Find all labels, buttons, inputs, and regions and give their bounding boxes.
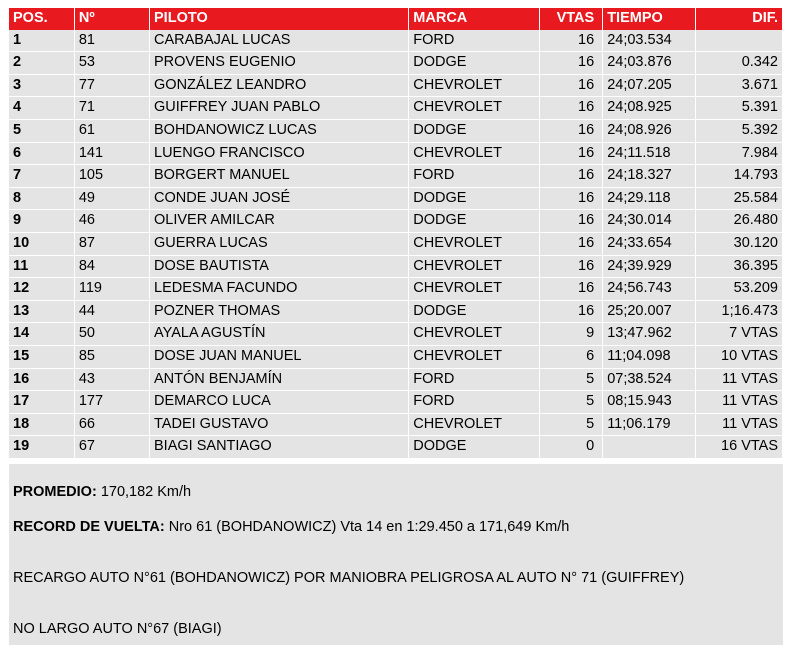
table-header-row: [9, 8, 783, 30]
cell-dif: 16 VTAS: [695, 436, 782, 459]
cell-marca: FORD: [409, 391, 540, 414]
cell-marca: FORD: [409, 368, 540, 391]
cell-marca: DODGE: [409, 300, 540, 323]
cell-num: 49: [74, 187, 149, 210]
record-line: [13, 519, 569, 535]
cell-marca: CHEVROLET: [409, 74, 540, 97]
cell-pos: 6: [9, 142, 74, 165]
table-row: [9, 119, 783, 142]
table-row: [9, 97, 783, 120]
cell-dif: 30.120: [695, 232, 782, 255]
cell-piloto: OLIVER AMILCAR: [150, 210, 409, 233]
cell-num: 177: [74, 391, 149, 414]
cell-dif: 5.391: [695, 97, 782, 120]
cell-dif: 10 VTAS: [695, 345, 782, 368]
cell-num: 66: [74, 413, 149, 436]
cell-piloto: BIAGI SANTIAGO: [150, 436, 409, 459]
table-row: [9, 391, 783, 414]
cell-num: 53: [74, 52, 149, 75]
cell-piloto: DEMARCO LUCA: [150, 391, 409, 414]
cell-marca: DODGE: [409, 187, 540, 210]
cell-dif: 26.480: [695, 210, 782, 233]
table-row: [9, 232, 783, 255]
cell-tiempo: 24;03.534: [603, 30, 696, 52]
cell-piloto: DOSE BAUTISTA: [150, 255, 409, 278]
cell-num: 141: [74, 142, 149, 165]
cell-vtas: 0: [540, 436, 603, 459]
table-row: [9, 165, 783, 188]
header-dif: DIF.: [695, 8, 782, 30]
cell-dif: 11 VTAS: [695, 391, 782, 414]
cell-vtas: 16: [540, 278, 603, 301]
cell-piloto: CONDE JUAN JOSÉ: [150, 187, 409, 210]
cell-vtas: 16: [540, 187, 603, 210]
cell-pos: 12: [9, 278, 74, 301]
cell-marca: CHEVROLET: [409, 323, 540, 346]
table-row: [9, 187, 783, 210]
cell-vtas: 16: [540, 74, 603, 97]
table-row: [9, 413, 783, 436]
cell-dif: 36.395: [695, 255, 782, 278]
cell-pos: 5: [9, 119, 74, 142]
cell-marca: FORD: [409, 165, 540, 188]
table-row: [9, 345, 783, 368]
cell-tiempo: 24;18.327: [603, 165, 696, 188]
cell-vtas: 5: [540, 413, 603, 436]
cell-marca: CHEVROLET: [409, 255, 540, 278]
table-row: [9, 142, 783, 165]
cell-vtas: 16: [540, 232, 603, 255]
cell-num: 81: [74, 30, 149, 52]
no-largo-note: NO LARGO AUTO N°67 (BIAGI): [13, 621, 222, 637]
cell-marca: DODGE: [409, 436, 540, 459]
cell-vtas: 6: [540, 345, 603, 368]
cell-vtas: 5: [540, 391, 603, 414]
cell-tiempo: 11;06.179: [603, 413, 696, 436]
cell-marca: CHEVROLET: [409, 142, 540, 165]
cell-num: 61: [74, 119, 149, 142]
cell-pos: 4: [9, 97, 74, 120]
cell-pos: 19: [9, 436, 74, 459]
cell-tiempo: 24;33.654: [603, 232, 696, 255]
cell-dif: 5.392: [695, 119, 782, 142]
cell-pos: 7: [9, 165, 74, 188]
cell-vtas: 5: [540, 368, 603, 391]
cell-vtas: 16: [540, 165, 603, 188]
cell-piloto: BORGERT MANUEL: [150, 165, 409, 188]
header-marca: MARCA: [409, 8, 540, 30]
cell-tiempo: 08;15.943: [603, 391, 696, 414]
cell-marca: DODGE: [409, 119, 540, 142]
cell-marca: CHEVROLET: [409, 345, 540, 368]
promedio-label: PROMEDIO:: [13, 484, 97, 500]
cell-piloto: PROVENS EUGENIO: [150, 52, 409, 75]
cell-tiempo: 24;56.743: [603, 278, 696, 301]
cell-dif: 0.342: [695, 52, 782, 75]
cell-vtas: 16: [540, 30, 603, 52]
cell-dif: 7.984: [695, 142, 782, 165]
table-row: [9, 30, 783, 52]
cell-num: 105: [74, 165, 149, 188]
record-value: Nro 61 (BOHDANOWICZ) Vta 14 en 1:29.450 a 171,649 Km/h: [168, 519, 570, 535]
table-row: [9, 436, 783, 459]
cell-piloto: LUENGO FRANCISCO: [150, 142, 409, 165]
cell-piloto: ANTÓN BENJAMÍN: [150, 368, 409, 391]
cell-vtas: 16: [540, 300, 603, 323]
cell-tiempo: 24;29.118: [603, 187, 696, 210]
cell-pos: 11: [9, 255, 74, 278]
cell-marca: DODGE: [409, 210, 540, 233]
cell-num: 84: [74, 255, 149, 278]
cell-pos: 17: [9, 391, 74, 414]
cell-vtas: 16: [540, 52, 603, 75]
cell-dif: 25.584: [695, 187, 782, 210]
cell-vtas: 16: [540, 210, 603, 233]
cell-pos: 2: [9, 52, 74, 75]
cell-dif: 3.671: [695, 74, 782, 97]
cell-marca: CHEVROLET: [409, 413, 540, 436]
cell-num: 44: [74, 300, 149, 323]
table-row: [9, 368, 783, 391]
cell-dif: 14.793: [695, 165, 782, 188]
race-notes-panel: [9, 464, 783, 645]
cell-tiempo: 24;39.929: [603, 255, 696, 278]
cell-dif: 11 VTAS: [695, 368, 782, 391]
promedio-line: [13, 484, 191, 500]
table-row: [9, 74, 783, 97]
table-row: [9, 300, 783, 323]
cell-num: 43: [74, 368, 149, 391]
header-vtas: VTAS: [540, 8, 603, 30]
record-label: RECORD DE VUELTA:: [13, 519, 165, 535]
cell-marca: FORD: [409, 30, 540, 52]
cell-piloto: POZNER THOMAS: [150, 300, 409, 323]
cell-dif: 11 VTAS: [695, 413, 782, 436]
cell-marca: CHEVROLET: [409, 278, 540, 301]
cell-num: 67: [74, 436, 149, 459]
cell-tiempo: [603, 436, 696, 459]
cell-num: 119: [74, 278, 149, 301]
table-row: [9, 210, 783, 233]
cell-piloto: LEDESMA FACUNDO: [150, 278, 409, 301]
cell-tiempo: 11;04.098: [603, 345, 696, 368]
cell-num: 46: [74, 210, 149, 233]
cell-piloto: GUIFFREY JUAN PABLO: [150, 97, 409, 120]
cell-dif: 7 VTAS: [695, 323, 782, 346]
cell-tiempo: 13;47.962: [603, 323, 696, 346]
cell-tiempo: 25;20.007: [603, 300, 696, 323]
cell-tiempo: 07;38.524: [603, 368, 696, 391]
cell-marca: CHEVROLET: [409, 97, 540, 120]
cell-tiempo: 24;30.014: [603, 210, 696, 233]
cell-dif: [695, 30, 782, 52]
table-row: [9, 52, 783, 75]
cell-pos: 1: [9, 30, 74, 52]
cell-dif: 1;16.473: [695, 300, 782, 323]
promedio-value: 170,182 Km/h: [100, 484, 192, 500]
cell-vtas: 9: [540, 323, 603, 346]
cell-vtas: 16: [540, 119, 603, 142]
cell-pos: 10: [9, 232, 74, 255]
cell-num: 87: [74, 232, 149, 255]
cell-pos: 3: [9, 74, 74, 97]
cell-tiempo: 24;11.518: [603, 142, 696, 165]
cell-piloto: BOHDANOWICZ LUCAS: [150, 119, 409, 142]
cell-num: 77: [74, 74, 149, 97]
table-row: [9, 255, 783, 278]
recargo-note: RECARGO AUTO N°61 (BOHDANOWICZ) POR MANIOBRA PELIGROSA AL AUTO N° 71 (GUIFFREY): [13, 570, 685, 586]
table-row: [9, 323, 783, 346]
cell-num: 71: [74, 97, 149, 120]
cell-tiempo: 24;08.925: [603, 97, 696, 120]
cell-vtas: 16: [540, 142, 603, 165]
cell-tiempo: 24;08.926: [603, 119, 696, 142]
cell-dif: 53.209: [695, 278, 782, 301]
header-tiempo: TIEMPO: [603, 8, 696, 30]
table-row: [9, 278, 783, 301]
cell-pos: 13: [9, 300, 74, 323]
header-piloto: PILOTO: [150, 8, 409, 30]
cell-vtas: 16: [540, 255, 603, 278]
header-pos: POS.: [9, 8, 74, 30]
cell-num: 50: [74, 323, 149, 346]
cell-vtas: 16: [540, 97, 603, 120]
cell-tiempo: 24;07.205: [603, 74, 696, 97]
header-num: Nº: [74, 8, 149, 30]
cell-pos: 8: [9, 187, 74, 210]
cell-pos: 15: [9, 345, 74, 368]
cell-piloto: GUERRA LUCAS: [150, 232, 409, 255]
cell-piloto: CARABAJAL LUCAS: [150, 30, 409, 52]
cell-tiempo: 24;03.876: [603, 52, 696, 75]
cell-piloto: DOSE JUAN MANUEL: [150, 345, 409, 368]
results-table: [9, 8, 783, 459]
cell-num: 85: [74, 345, 149, 368]
cell-pos: 14: [9, 323, 74, 346]
cell-piloto: AYALA AGUSTÍN: [150, 323, 409, 346]
cell-marca: CHEVROLET: [409, 232, 540, 255]
cell-piloto: GONZÁLEZ LEANDRO: [150, 74, 409, 97]
cell-pos: 9: [9, 210, 74, 233]
cell-piloto: TADEI GUSTAVO: [150, 413, 409, 436]
cell-pos: 18: [9, 413, 74, 436]
cell-pos: 16: [9, 368, 74, 391]
cell-marca: DODGE: [409, 52, 540, 75]
